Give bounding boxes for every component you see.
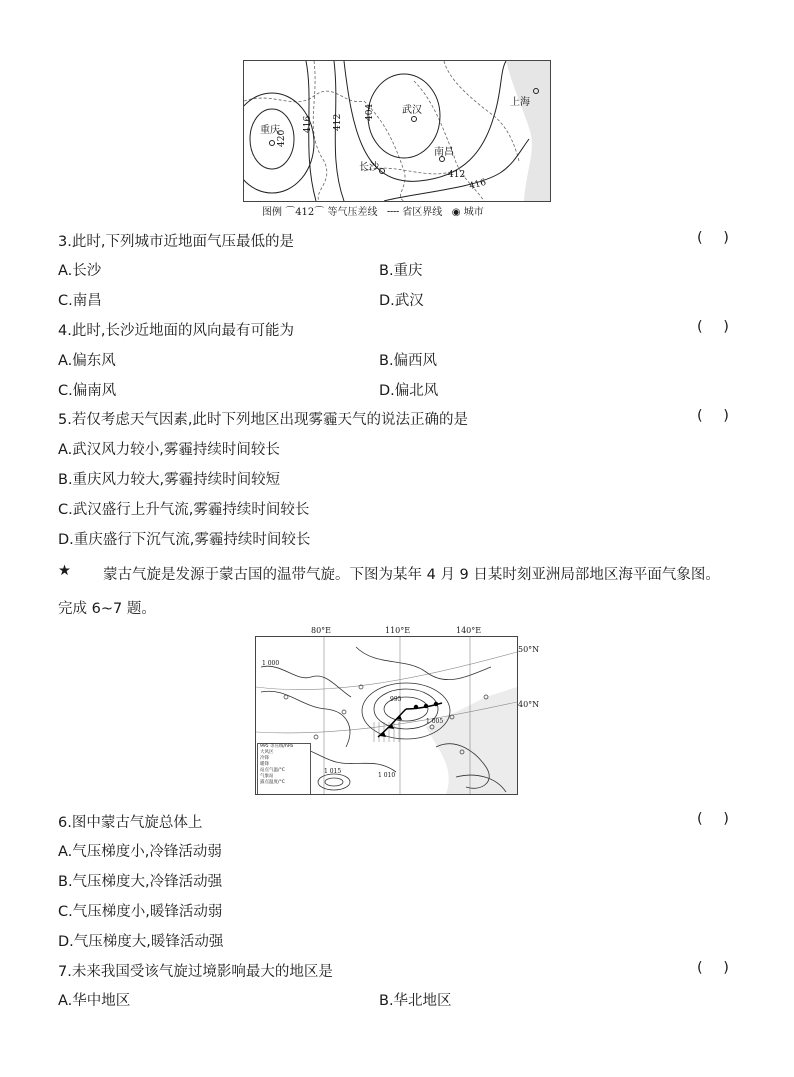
option-b: B.气压梯度大,冷锋活动强 <box>58 874 223 890</box>
lon-label-80: 80°E <box>311 626 332 635</box>
option-c: C.南昌 <box>58 293 102 309</box>
weather-map-figure <box>255 636 518 795</box>
isobar-map-figure <box>243 60 551 202</box>
isobar-label: 1 010 <box>378 772 396 779</box>
answer-bracket: ( ) <box>697 319 737 335</box>
option-a: A.长沙 <box>58 263 102 279</box>
city-label: 长沙 <box>359 162 379 173</box>
isobar-label: 416 <box>303 115 313 133</box>
legend-border-sample: ╌╌ <box>387 207 400 218</box>
isobar-label: 995 <box>390 696 402 703</box>
option-c: C.武汉盛行上升气流,雾霾持续时间较长 <box>58 502 310 518</box>
isobar-label: 412 <box>333 113 343 131</box>
option-d: D.气压梯度大,暖锋活动强 <box>58 934 224 950</box>
answer-bracket: ( ) <box>697 811 737 827</box>
option-a: A.偏东风 <box>58 353 116 369</box>
answer-bracket: ( ) <box>697 230 737 246</box>
option-c: C.偏南风 <box>58 383 117 399</box>
isobar-label: 412 <box>448 170 466 180</box>
legend-station-temp: 站点气温/°C <box>260 768 285 773</box>
weather-map-legend <box>257 743 311 795</box>
question-3-stem: 3.此时,下列城市近地面气压最低的是 <box>58 234 294 250</box>
isobar-label: 1 000 <box>262 660 280 667</box>
legend-isobar: 995 等压线/hPa <box>260 744 294 749</box>
question-5-stem: 5.若仅考虑天气因素,此时下列地区出现雾霾天气的说法正确的是 <box>58 412 468 428</box>
answer-bracket: ( ) <box>697 408 737 424</box>
legend-isobar-sample: ⌒412⌒ <box>285 207 325 218</box>
isobar-label: 420 <box>277 129 287 147</box>
option-d: D.武汉 <box>379 293 424 309</box>
legend-border-text: 省区界线 <box>402 207 443 218</box>
star-icon: ★ <box>58 563 71 579</box>
question-4-stem: 4.此时,长沙近地面的风向最有可能为 <box>58 323 294 339</box>
legend-city-text: 城市 <box>463 207 484 218</box>
option-a: A.气压梯度小,冷锋活动弱 <box>58 844 222 860</box>
legend-dewpoint: 露点温度/°C <box>260 780 285 785</box>
isobar-label: 404 <box>365 103 375 121</box>
city-label: 重庆 <box>260 125 280 136</box>
option-d: D.偏北风 <box>379 383 439 399</box>
option-b: B.华北地区 <box>379 993 452 1009</box>
option-a: A.武汉风力较小,雾霾持续时间较长 <box>58 442 280 458</box>
option-b: B.偏西风 <box>379 353 438 369</box>
option-b: B.重庆 <box>379 263 423 279</box>
option-b: B.重庆风力较大,雾霾持续时间较短 <box>58 472 281 488</box>
isobar-map-legend <box>262 203 484 218</box>
lon-label-140: 140°E <box>456 626 482 635</box>
intro-text-line-2: 完成 6~7 题。 <box>58 601 156 617</box>
question-7-stem: 7.未来我国受该气旋过境影响最大的地区是 <box>58 964 333 980</box>
lon-label-110: 110°E <box>385 626 411 635</box>
question-6-stem: 6.图中蒙古气旋总体上 <box>58 815 203 831</box>
legend-warm-front: 暖锋 <box>260 762 269 767</box>
sea-area <box>506 61 550 201</box>
cold-front <box>378 709 406 737</box>
isobar-label: 1 005 <box>426 718 444 725</box>
answer-bracket: ( ) <box>697 960 737 976</box>
warm-front <box>406 702 442 709</box>
city-label: 武汉 <box>402 105 422 116</box>
option-d: D.重庆盛行下沉气流,雾霾持续时间较长 <box>58 532 311 548</box>
lat-label-40: 40°N <box>518 700 540 709</box>
city-label: 上海 <box>510 97 530 108</box>
legend-windy: 大风区 <box>260 750 274 755</box>
city-symbol-icon: ◉ <box>451 207 461 218</box>
city-label: 南昌 <box>434 147 454 158</box>
isobar-label: 1 015 <box>324 768 342 775</box>
lat-label-50: 50°N <box>518 645 540 654</box>
isobar-map-svg <box>244 61 550 201</box>
option-a: A.华中地区 <box>58 993 131 1009</box>
legend-station: 气象站 <box>260 774 274 779</box>
isobar-label: 416 <box>468 177 488 192</box>
legend-isobar-text: 等气压差线 <box>327 207 378 218</box>
intro-text-line-1: 蒙古气旋是发源于蒙古国的温带气旋。下图为某年 4 月 9 日某时刻亚洲局部地区海平面气象图。 <box>103 567 720 583</box>
option-c: C.气压梯度小,暖锋活动弱 <box>58 904 223 920</box>
legend-cold-front: 冷锋 <box>260 756 269 761</box>
legend-prefix: 图例 <box>262 207 282 218</box>
